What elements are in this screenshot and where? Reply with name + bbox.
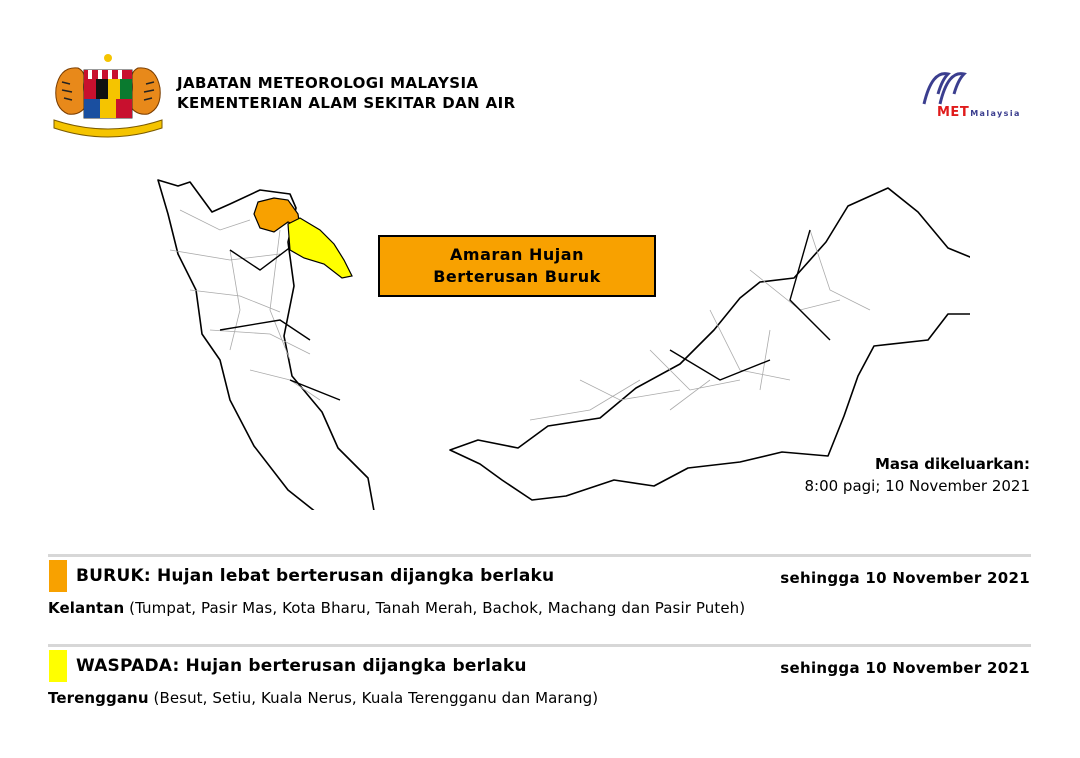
- waspada-until: sehingga 10 November 2021: [780, 659, 1030, 677]
- buruk-color-swatch: [49, 560, 67, 592]
- buruk-headline: [76, 566, 554, 586]
- waspada-level: WASPADA: [76, 656, 173, 676]
- waspada-headline: [76, 656, 527, 676]
- buruk-state: Kelantan: [48, 599, 125, 617]
- waspada-color-swatch: [49, 650, 67, 682]
- ministry-name: KEMENTERIAN ALAM SEKITAR DAN AIR: [177, 94, 516, 112]
- buruk-areas: [48, 599, 745, 617]
- divider: [48, 644, 1031, 647]
- warning-title-line1: Amaran Hujan: [450, 245, 584, 264]
- warning-title-line2: Berterusan Buruk: [433, 267, 601, 286]
- met-logo-subtext: Malaysia: [970, 109, 1021, 118]
- buruk-until: sehingga 10 November 2021: [780, 569, 1030, 587]
- coat-of-arms-logo: [48, 48, 168, 138]
- issued-time: [804, 453, 1030, 497]
- waspada-districts: (Besut, Setiu, Kuala Nerus, Kuala Terengganu dan Marang): [148, 689, 599, 707]
- agency-name: JABATAN METEOROLOGI MALAYSIA: [177, 74, 479, 92]
- terengganu-warning-area: [288, 218, 352, 278]
- met-malaysia-logo: [918, 68, 1030, 118]
- buruk-level: BURUK: [76, 566, 144, 586]
- warning-title-box: [378, 235, 656, 297]
- issued-label: Masa dikeluarkan:: [874, 455, 1030, 473]
- met-logo-text: MET: [937, 105, 970, 120]
- buruk-districts: (Tumpat, Pasir Mas, Kota Bharu, Tanah Merah, Bachok, Machang dan Pasir Puteh): [124, 599, 746, 617]
- waspada-text: : Hujan berterusan dijangka berlaku: [172, 656, 527, 676]
- buruk-text: : Hujan lebat berterusan dijangka berlaku: [143, 566, 555, 586]
- divider: [48, 554, 1031, 557]
- issued-value: 8:00 pagi; 10 November 2021: [804, 477, 1030, 495]
- waspada-state: Terengganu: [48, 689, 149, 707]
- waspada-areas: [48, 689, 598, 707]
